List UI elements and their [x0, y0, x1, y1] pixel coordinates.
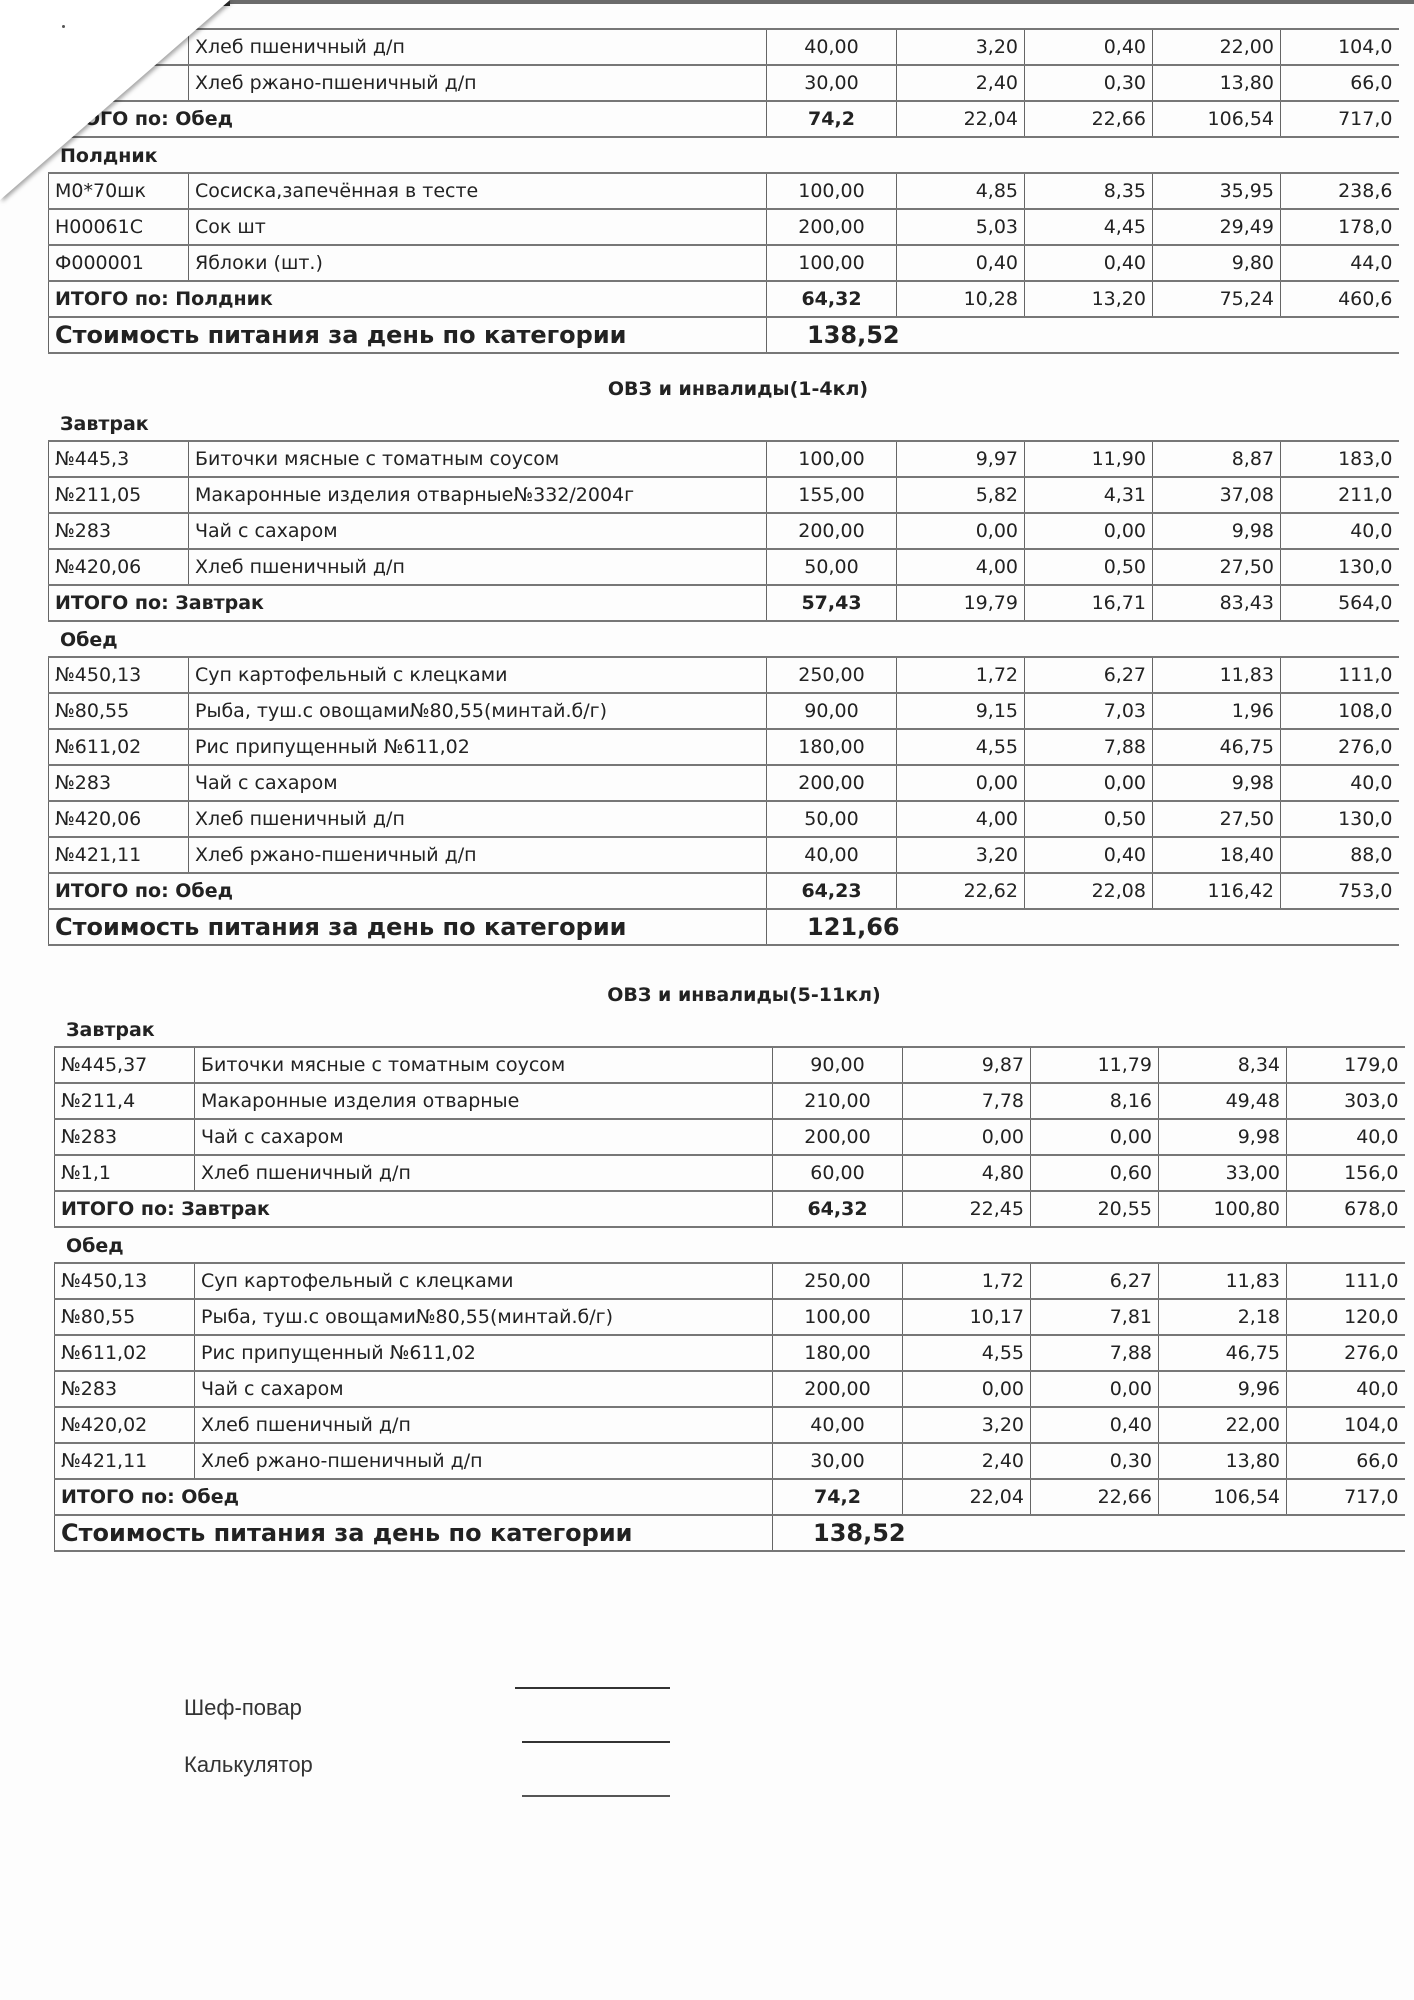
dish-protein: 9,15: [897, 693, 1025, 729]
dish-protein: 0,00: [903, 1119, 1031, 1155]
daily-cost-row: [49, 909, 1399, 945]
poldnik-table: [48, 172, 1399, 354]
table-row: [49, 765, 1399, 801]
dish-protein: 4,55: [903, 1335, 1031, 1371]
dish-fat: 0,40: [1025, 245, 1153, 281]
dish-fat: 8,35: [1025, 173, 1153, 209]
dish-kcal: 276,0: [1281, 729, 1399, 765]
dish-fat: 4,31: [1025, 477, 1153, 513]
dish-protein: 0,00: [897, 765, 1025, 801]
dish-carbs: 18,40: [1153, 837, 1281, 873]
total-row: [55, 1479, 1405, 1515]
dish-mass: 40,00: [767, 837, 897, 873]
dish-fat: 0,00: [1025, 765, 1153, 801]
dish-name: Биточки мясные с томатным соусом: [189, 441, 767, 477]
table-row: [49, 549, 1399, 585]
dish-carbs: 46,75: [1159, 1335, 1287, 1371]
total-carbs: 106,54: [1159, 1479, 1287, 1515]
total-carbs: 106,54: [1153, 101, 1281, 137]
meal-title-zavtrak: Завтрак: [66, 1019, 155, 1041]
dish-code: М0*70шк: [49, 173, 189, 209]
dish-protein: 5,03: [897, 209, 1025, 245]
dish-carbs: 9,98: [1159, 1119, 1287, 1155]
table-row: [49, 65, 1399, 101]
total-protein: 22,04: [897, 101, 1025, 137]
dish-name: Хлеб пшеничный д/п: [195, 1155, 773, 1191]
dish-fat: 6,27: [1031, 1263, 1159, 1299]
dish-code: №611,02: [49, 729, 189, 765]
table-row: [49, 657, 1399, 693]
dish-fat: 0,40: [1025, 837, 1153, 873]
category-2-section: [54, 978, 1414, 1552]
dish-kcal: 211,0: [1281, 477, 1399, 513]
dish-kcal: 104,0: [1287, 1407, 1405, 1443]
dish-kcal: 130,0: [1281, 549, 1399, 585]
total-row: [49, 101, 1399, 137]
dish-kcal: 108,0: [1281, 693, 1399, 729]
category-title: ОВЗ и инвалиды(5-11кл): [607, 984, 881, 1006]
dish-name: Макаронные изделия отварные№332/2004г: [189, 477, 767, 513]
dish-carbs: 8,34: [1159, 1047, 1287, 1083]
total-carbs: 116,42: [1153, 873, 1281, 909]
table-row: [55, 1119, 1405, 1155]
dish-protein: 9,87: [903, 1047, 1031, 1083]
dish-protein: 9,97: [897, 441, 1025, 477]
dish-carbs: 29,49: [1153, 209, 1281, 245]
dish-code: №283: [55, 1371, 195, 1407]
total-label: ИТОГО по: Полдник: [49, 281, 767, 317]
total-protein: 22,62: [897, 873, 1025, 909]
total-label: ИТОГО по: Обед: [49, 101, 767, 137]
total-cost: 57,43: [767, 585, 897, 621]
dish-name: Яблоки (шт.): [189, 245, 767, 281]
dish-kcal: 66,0: [1287, 1443, 1405, 1479]
dish-kcal: 183,0: [1281, 441, 1399, 477]
dish-name: Сок шт: [189, 209, 767, 245]
total-protein: 19,79: [897, 585, 1025, 621]
table-row: [49, 801, 1399, 837]
dish-fat: 4,45: [1025, 209, 1153, 245]
dish-carbs: 33,00: [1159, 1155, 1287, 1191]
table-row: [55, 1155, 1405, 1191]
dish-kcal: 156,0: [1287, 1155, 1405, 1191]
total-fat: 22,08: [1025, 873, 1153, 909]
dish-mass: 30,00: [767, 65, 897, 101]
dish-mass: 100,00: [767, 245, 897, 281]
dish-mass: 40,00: [773, 1407, 903, 1443]
dish-name: Чай с сахаром: [195, 1371, 773, 1407]
table-row: [49, 29, 1399, 65]
dish-fat: 0,40: [1031, 1407, 1159, 1443]
total-cost: 64,32: [767, 281, 897, 317]
dish-code: №283: [49, 513, 189, 549]
dish-fat: 11,79: [1031, 1047, 1159, 1083]
dish-carbs: 11,83: [1153, 657, 1281, 693]
obed-tail-table: [48, 28, 1399, 138]
dish-fat: 0,50: [1025, 549, 1153, 585]
dish-carbs: 22,00: [1153, 29, 1281, 65]
folded-page-corner: [0, 0, 230, 200]
dish-fat: 7,03: [1025, 693, 1153, 729]
table-row: [49, 245, 1399, 281]
dish-fat: 0,40: [1025, 29, 1153, 65]
dish-mass: 250,00: [773, 1263, 903, 1299]
dish-code: №611,02: [55, 1335, 195, 1371]
chef-signature-line: [522, 1741, 670, 1743]
dish-fat: 11,90: [1025, 441, 1153, 477]
dish-carbs: 2,18: [1159, 1299, 1287, 1335]
dish-code: №1,1: [55, 1155, 195, 1191]
total-protein: 10,28: [897, 281, 1025, 317]
dish-mass: 210,00: [773, 1083, 903, 1119]
dish-fat: 0,00: [1025, 513, 1153, 549]
dish-protein: 7,78: [903, 1083, 1031, 1119]
scan-speck: [62, 25, 65, 28]
dish-mass: 50,00: [767, 549, 897, 585]
dish-protein: 1,72: [903, 1263, 1031, 1299]
table-row: [49, 729, 1399, 765]
dish-carbs: 35,95: [1153, 173, 1281, 209]
dish-mass: 90,00: [773, 1047, 903, 1083]
total-fat: 13,20: [1025, 281, 1153, 317]
dish-carbs: 22,00: [1159, 1407, 1287, 1443]
dish-name: Рыба, туш.с овощами№80,55(минтай.б/г): [195, 1299, 773, 1335]
dish-fat: 0,00: [1031, 1119, 1159, 1155]
dish-carbs: 27,50: [1153, 549, 1281, 585]
daily-cost-row: [55, 1515, 1405, 1551]
table-row: [55, 1263, 1405, 1299]
dish-name: Хлеб пшеничный д/п: [195, 1407, 773, 1443]
dish-protein: 3,20: [903, 1407, 1031, 1443]
total-label: ИТОГО по: Завтрак: [49, 585, 767, 621]
dish-protein: 2,40: [903, 1443, 1031, 1479]
dish-kcal: 276,0: [1287, 1335, 1405, 1371]
dish-mass: 200,00: [767, 765, 897, 801]
dish-mass: 250,00: [767, 657, 897, 693]
total-kcal: 753,0: [1281, 873, 1399, 909]
daily-cost-value: 121,66: [767, 909, 1399, 945]
category-title: ОВЗ и инвалиды(1-4кл): [607, 378, 869, 400]
dish-fat: 8,16: [1031, 1083, 1159, 1119]
dish-kcal: 40,0: [1287, 1371, 1405, 1407]
total-fat: 22,66: [1031, 1479, 1159, 1515]
dish-mass: 180,00: [767, 729, 897, 765]
table-row: [55, 1083, 1405, 1119]
dish-kcal: 120,0: [1287, 1299, 1405, 1335]
dish-protein: 2,40: [897, 65, 1025, 101]
daily-cost-value: 138,52: [773, 1515, 1405, 1551]
dish-name: Сосиска,запечённая в тесте: [189, 173, 767, 209]
total-label: ИТОГО по: Обед: [49, 873, 767, 909]
dish-protein: 5,82: [897, 477, 1025, 513]
dish-carbs: 46,75: [1153, 729, 1281, 765]
dish-carbs: 9,98: [1153, 513, 1281, 549]
dish-kcal: 238,6: [1281, 173, 1399, 209]
dish-fat: 7,81: [1031, 1299, 1159, 1335]
dish-carbs: 9,98: [1153, 765, 1281, 801]
total-carbs: 83,43: [1153, 585, 1281, 621]
dish-protein: 4,55: [897, 729, 1025, 765]
dish-carbs: 37,08: [1153, 477, 1281, 513]
dish-protein: 0,40: [897, 245, 1025, 281]
dish-code: №420,06: [49, 801, 189, 837]
dish-carbs: 11,83: [1159, 1263, 1287, 1299]
dish-name: Хлеб ржано-пшеничный д/п: [195, 1443, 773, 1479]
dish-name: Чай с сахаром: [189, 513, 767, 549]
dish-kcal: 111,0: [1281, 657, 1399, 693]
dish-kcal: 44,0: [1281, 245, 1399, 281]
dish-kcal: 178,0: [1281, 209, 1399, 245]
dish-carbs: 8,87: [1153, 441, 1281, 477]
table-row: [49, 173, 1399, 209]
dish-name: Чай с сахаром: [189, 765, 767, 801]
dish-protein: 4,80: [903, 1155, 1031, 1191]
category-1-section: [48, 372, 1410, 946]
meal-title-zavtrak: Завтрак: [60, 413, 149, 435]
dish-protein: 4,00: [897, 801, 1025, 837]
dish-mass: 50,00: [767, 801, 897, 837]
dish-carbs: 9,80: [1153, 245, 1281, 281]
daily-cost-label: Стоимость питания за день по категории: [49, 317, 767, 353]
total-row: [49, 281, 1399, 317]
meal-title-obed: Обед: [60, 629, 118, 651]
dish-kcal: 111,0: [1287, 1263, 1405, 1299]
table-row: [49, 441, 1399, 477]
total-kcal: 460,6: [1281, 281, 1399, 317]
total-kcal: 717,0: [1281, 101, 1399, 137]
dish-mass: 100,00: [767, 173, 897, 209]
dish-code: №445,3: [49, 441, 189, 477]
table-row: [49, 693, 1399, 729]
dish-fat: 6,27: [1025, 657, 1153, 693]
dish-kcal: 88,0: [1281, 837, 1399, 873]
dish-code: Н00061С: [49, 209, 189, 245]
dish-code: Ф000001: [49, 245, 189, 281]
dish-name: Хлеб пшеничный д/п: [189, 549, 767, 585]
dish-code: №450,13: [55, 1263, 195, 1299]
daily-cost-label: Стоимость питания за день по категории: [49, 909, 767, 945]
dish-name: Чай с сахаром: [195, 1119, 773, 1155]
meal-title-obed: Обед: [66, 1235, 124, 1257]
dish-mass: 100,00: [773, 1299, 903, 1335]
dish-carbs: 49,48: [1159, 1083, 1287, 1119]
dish-carbs: 9,96: [1159, 1371, 1287, 1407]
dish-name: Суп картофельный с клецками: [189, 657, 767, 693]
dish-protein: 3,20: [897, 837, 1025, 873]
total-cost: 64,32: [773, 1191, 903, 1227]
total-cost: 64,23: [767, 873, 897, 909]
total-fat: 22,66: [1025, 101, 1153, 137]
dish-name: Рис припущенный №611,02: [195, 1335, 773, 1371]
dish-carbs: 13,80: [1159, 1443, 1287, 1479]
table-row: [49, 209, 1399, 245]
table-row: [55, 1299, 1405, 1335]
dish-name: Рыба, туш.с овощами№80,55(минтай.б/г): [189, 693, 767, 729]
total-label: ИТОГО по: Обед: [55, 1479, 773, 1515]
dish-code: №211,4: [55, 1083, 195, 1119]
obed-table: [54, 1262, 1405, 1552]
total-row: [55, 1191, 1405, 1227]
table-row: [49, 837, 1399, 873]
table-row: [55, 1335, 1405, 1371]
total-fat: 20,55: [1031, 1191, 1159, 1227]
top-section: [48, 28, 1410, 354]
dish-kcal: 40,0: [1281, 765, 1399, 801]
dish-kcal: 66,0: [1281, 65, 1399, 101]
dish-mass: 40,00: [767, 29, 897, 65]
total-row: [49, 585, 1399, 621]
table-row: [49, 513, 1399, 549]
dish-fat: 0,50: [1025, 801, 1153, 837]
dish-protein: 4,00: [897, 549, 1025, 585]
table-row: [55, 1443, 1405, 1479]
dish-kcal: 130,0: [1281, 801, 1399, 837]
dish-carbs: 13,80: [1153, 65, 1281, 101]
dish-code: №421,11: [49, 837, 189, 873]
dish-carbs: 27,50: [1153, 801, 1281, 837]
calculator-label: Калькулятор: [184, 1752, 313, 1777]
dish-fat: 7,88: [1025, 729, 1153, 765]
dish-code: №450,13: [49, 657, 189, 693]
total-carbs: 100,80: [1159, 1191, 1287, 1227]
dish-code: №211,05: [49, 477, 189, 513]
dish-name: Макаронные изделия отварные: [195, 1083, 773, 1119]
dish-code: №80,55: [49, 693, 189, 729]
dish-mass: 180,00: [773, 1335, 903, 1371]
dish-mass: 200,00: [767, 209, 897, 245]
meal-title-poldnik: Полдник: [60, 145, 158, 167]
dish-fat: 0,30: [1025, 65, 1153, 101]
total-cost: 74,2: [767, 101, 897, 137]
dish-protein: 1,72: [897, 657, 1025, 693]
total-kcal: 564,0: [1281, 585, 1399, 621]
total-protein: 22,04: [903, 1479, 1031, 1515]
dish-code: №283: [49, 765, 189, 801]
dish-mass: 200,00: [773, 1119, 903, 1155]
total-kcal: 717,0: [1287, 1479, 1405, 1515]
table-row: [55, 1407, 1405, 1443]
dish-mass: 60,00: [773, 1155, 903, 1191]
dish-code: №80,55: [55, 1299, 195, 1335]
dish-carbs: 1,96: [1153, 693, 1281, 729]
signature-line-top: [515, 1687, 670, 1689]
dish-name: Хлеб ржано-пшеничный д/п: [189, 837, 767, 873]
obed-table: [48, 656, 1399, 946]
table-row: [49, 477, 1399, 513]
dish-protein: 0,00: [897, 513, 1025, 549]
table-row: [55, 1047, 1405, 1083]
total-fat: 16,71: [1025, 585, 1153, 621]
dish-mass: 155,00: [767, 477, 897, 513]
zavtrak-table: [48, 440, 1399, 622]
dish-mass: 100,00: [767, 441, 897, 477]
dish-fat: 0,30: [1031, 1443, 1159, 1479]
dish-code: №420,06: [49, 549, 189, 585]
dish-name: Хлеб ржано-пшеничный д/п: [189, 65, 767, 101]
dish-name: Биточки мясные с томатным соусом: [195, 1047, 773, 1083]
dish-kcal: 303,0: [1287, 1083, 1405, 1119]
dish-code: №421,11: [55, 1443, 195, 1479]
total-carbs: 75,24: [1153, 281, 1281, 317]
dish-kcal: 104,0: [1281, 29, 1399, 65]
chef-label: Шеф-повар: [184, 1695, 302, 1720]
dish-fat: 0,00: [1031, 1371, 1159, 1407]
daily-cost-label: Стоимость питания за день по категории: [55, 1515, 773, 1551]
dish-mass: 90,00: [767, 693, 897, 729]
dish-protein: 10,17: [903, 1299, 1031, 1335]
dish-name: Хлеб пшеничный д/п: [189, 29, 767, 65]
dish-name: Суп картофельный с клецками: [195, 1263, 773, 1299]
total-protein: 22,45: [903, 1191, 1031, 1227]
dish-kcal: 40,0: [1281, 513, 1399, 549]
dish-kcal: 40,0: [1287, 1119, 1405, 1155]
dish-fat: 7,88: [1031, 1335, 1159, 1371]
dish-name: Рис припущенный №611,02: [189, 729, 767, 765]
dish-mass: 200,00: [767, 513, 897, 549]
dish-fat: 0,60: [1031, 1155, 1159, 1191]
dish-mass: 200,00: [773, 1371, 903, 1407]
daily-cost-value: 138,52: [767, 317, 1399, 353]
daily-cost-row: [49, 317, 1399, 353]
total-label: ИТОГО по: Завтрак: [55, 1191, 773, 1227]
zavtrak-table: [54, 1046, 1405, 1228]
dish-name: Хлеб пшеничный д/п: [189, 801, 767, 837]
dish-code: №283: [55, 1119, 195, 1155]
dish-protein: 4,85: [897, 173, 1025, 209]
table-row: [55, 1371, 1405, 1407]
total-cost: 74,2: [773, 1479, 903, 1515]
dish-code: №420,02: [55, 1407, 195, 1443]
calculator-signature-line: [522, 1795, 670, 1797]
total-row: [49, 873, 1399, 909]
total-kcal: 678,0: [1287, 1191, 1405, 1227]
dish-protein: 0,00: [903, 1371, 1031, 1407]
dish-mass: 30,00: [773, 1443, 903, 1479]
dish-kcal: 179,0: [1287, 1047, 1405, 1083]
dish-code: №445,37: [55, 1047, 195, 1083]
dish-protein: 3,20: [897, 29, 1025, 65]
